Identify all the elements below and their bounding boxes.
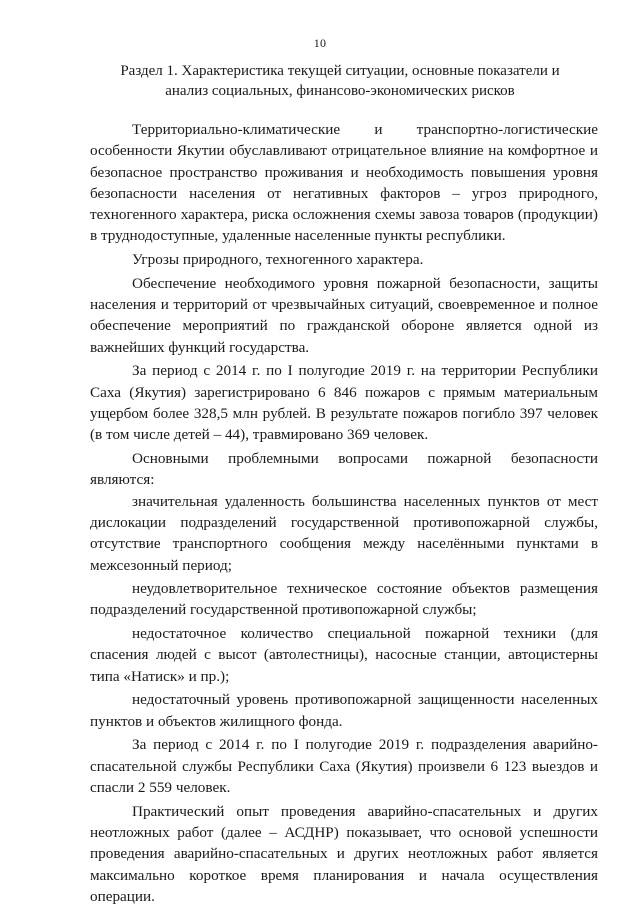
page-number: 10 xyxy=(313,36,327,50)
paragraph: Основными проблемными вопросами пожарной безопасности являются: xyxy=(90,450,598,489)
list-item: недостаточное количество специальной пожарной техники (для спасения людей с высот (автолестницы), насосные станции, автоцистерны типа «Натиск» и пр.); xyxy=(90,625,598,685)
paragraph: Практический опыт проведения аварийно-спасательных и других неотложных работ (далее – АСДНР) показывает, что основой успешности проведения аварийно-спасательных и других неотложных работ является максимально короткое время планирования и начала осуществления операции. xyxy=(90,802,598,905)
list-item: значительная удаленность большинства населенных пунктов от мест дислокации подразделений государственной противопожарной службы, отсутствие транспортного сообщения между населёнными пунктами в межсезонный период; xyxy=(90,492,598,574)
paragraph: За период с 2014 г. по I полугодие 2019 г. подразделения аварийно-спасательной службы Республики Саха (Якутия) произвели 6 123 выездов и спасли 2 559 человек. xyxy=(90,736,598,797)
document-body xyxy=(90,119,598,910)
paragraph: Угрозы природного, техногенного характера. xyxy=(132,251,424,269)
list-item: неудовлетворительное техническое состояние объектов размещения подразделений государственной противопожарной службы; xyxy=(90,580,598,619)
paragraph: За период с 2014 г. по I полугодие 2019 г. на территории Республики Саха (Якутия) зарегистрировано 6 846 пожаров с прямым материальным ущербом более 328,5 млн рублей. В результате пожаров погибло 397 человек (в том числе детей – 44), травмировано 369 человек. xyxy=(90,362,598,444)
list-item: недостаточный уровень противопожарной защищенности населенных пунктов и объектов жилищного фонда. xyxy=(90,691,598,730)
paragraph: Территориально-климатические и транспортно-логистические особенности Якутии обуславливают отрицательное влияние на комфортное и безопасное пространство проживания и необходимость повышения уровня безопасности населения от негативных факторов – угроз природного, техногенного характера, риска осложнения схемы завоза товаров (продукции) в труднодоступные, удаленные населенные пункты республики. xyxy=(90,121,598,245)
paragraph: Обеспечение необходимого уровня пожарной безопасности, защиты населения и территорий от чрезвычайных ситуаций, своевременное и полное обеспечение мероприятий по гражданской обороне является одной из важнейших функций государства. xyxy=(90,274,598,356)
section-title: Раздел 1. Характеристика текущей ситуации, основные показатели и анализ социальных, финансово-экономических рисков xyxy=(120,63,560,99)
